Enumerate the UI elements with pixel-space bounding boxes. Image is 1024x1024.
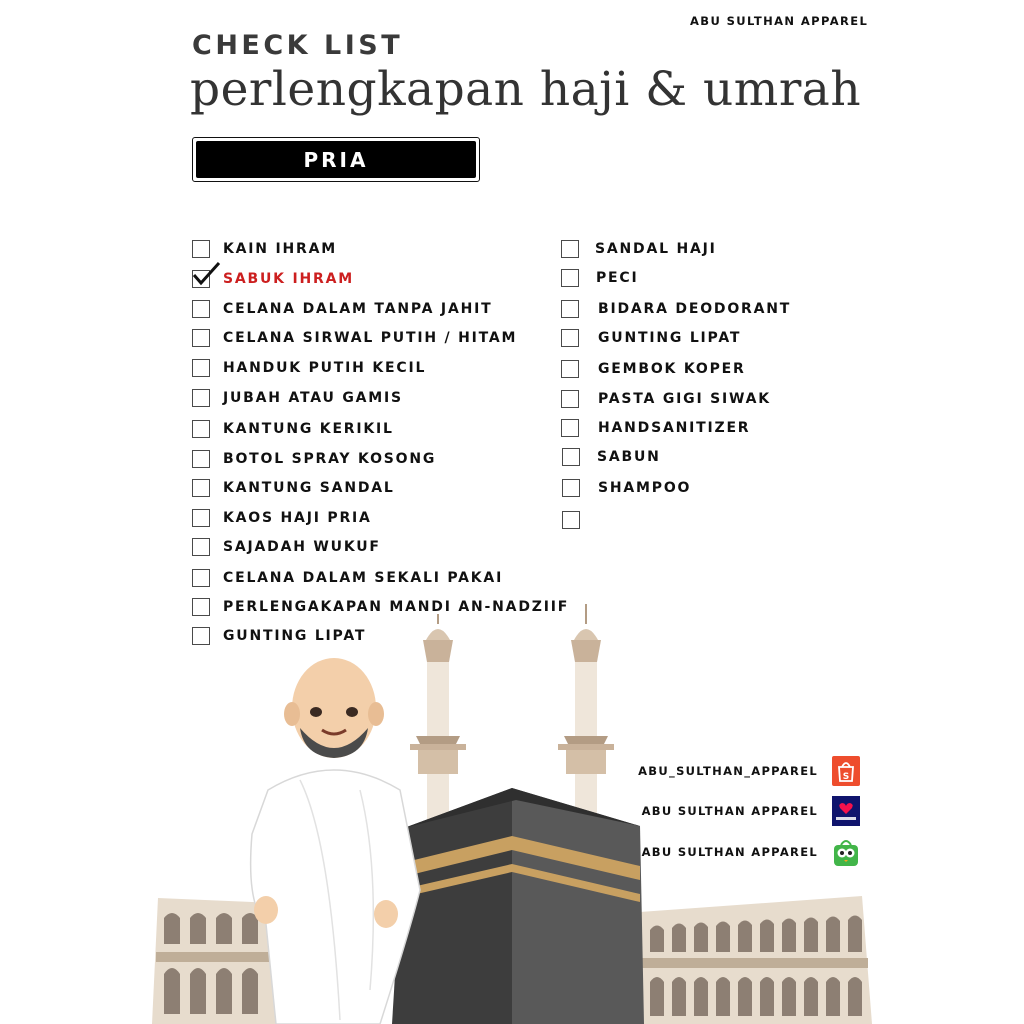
checklist-item-label: SABUN <box>597 449 661 465</box>
checklist-item[interactable] <box>561 328 741 348</box>
checkbox[interactable] <box>561 419 579 437</box>
checklist-item-label: KANTUNG SANDAL <box>223 480 395 496</box>
checklist-item-label: CELANA SIRWAL PUTIH / HITAM <box>223 330 518 346</box>
checkbox[interactable] <box>561 269 579 287</box>
checkbox[interactable] <box>561 240 579 258</box>
checklist-item[interactable] <box>561 389 771 409</box>
checklist-item[interactable] <box>192 419 394 439</box>
checkbox[interactable] <box>192 300 210 318</box>
checkbox[interactable] <box>192 598 210 616</box>
checklist-item-label: KANTUNG KERIKIL <box>223 421 394 437</box>
checklist-item-empty[interactable] <box>562 510 593 530</box>
pilgrim-character <box>251 658 420 1024</box>
store-link-shopee[interactable] <box>638 756 860 786</box>
store-name: ABU_SULTHAN_APPAREL <box>638 764 818 778</box>
checklist-item-label: GEMBOK KOPER <box>598 361 746 377</box>
checklist-item[interactable] <box>192 537 381 557</box>
checkbox[interactable] <box>562 511 580 529</box>
checklist-item-label: SAJADAH WUKUF <box>223 539 381 555</box>
checklist-item-label: SANDAL HAJI <box>595 241 717 257</box>
checklist-item-label: BOTOL SPRAY KOSONG <box>223 451 437 467</box>
checklist-item-label: KAOS HAJI PRIA <box>223 510 372 526</box>
checklist-item[interactable] <box>192 239 337 259</box>
store-link-lazada[interactable] <box>642 796 860 826</box>
checkbox[interactable] <box>192 627 210 645</box>
checkbox[interactable] <box>562 448 580 466</box>
shopee-icon <box>832 756 860 786</box>
checklist-item[interactable] <box>561 299 791 319</box>
kaaba <box>392 788 644 1024</box>
checklist-item[interactable] <box>562 478 691 498</box>
page-subtitle: perlengkapan haji & umrah <box>190 62 862 117</box>
checkbox[interactable] <box>561 300 579 318</box>
checklist-item[interactable] <box>192 388 403 408</box>
store-name: ABU SULTHAN APPAREL <box>641 845 818 859</box>
checklist-item-label: BIDARA DEODORANT <box>598 301 792 317</box>
checklist-item[interactable] <box>192 626 366 646</box>
lazada-icon <box>832 796 860 826</box>
checklist-item[interactable] <box>561 359 746 379</box>
page-title: CHECK LIST <box>192 30 404 61</box>
checkbox[interactable] <box>561 390 579 408</box>
checklist-item[interactable] <box>561 239 717 259</box>
checkbox[interactable] <box>192 450 210 468</box>
checklist-item[interactable] <box>192 328 517 348</box>
store-link-tokopedia[interactable] <box>642 837 860 867</box>
checklist-item-label: HANDUK PUTIH KECIL <box>223 360 427 376</box>
checkbox[interactable] <box>192 359 210 377</box>
checklist-item-label: SABUK IHRAM <box>223 271 354 287</box>
category-badge <box>192 137 480 182</box>
tokopedia-icon <box>832 837 860 867</box>
checklist-item-label: SHAMPOO <box>598 480 692 496</box>
checkbox[interactable] <box>561 329 579 347</box>
checkbox[interactable] <box>561 360 579 378</box>
checklist-item-label: GUNTING LIPAT <box>598 330 742 346</box>
checkmark-icon <box>191 259 221 289</box>
checkbox[interactable] <box>562 479 580 497</box>
brand-header: ABU SULTHAN APPAREL <box>690 14 869 28</box>
checklist-item[interactable] <box>562 447 661 467</box>
checklist-item[interactable] <box>192 269 354 289</box>
checkbox[interactable] <box>192 538 210 556</box>
checklist-item-label: CELANA DALAM SEKALI PAKAI <box>223 570 504 586</box>
category-label: PRIA <box>196 141 476 178</box>
checklist-item[interactable] <box>192 478 395 498</box>
checkbox[interactable] <box>192 420 210 438</box>
checklist-item-label: PASTA GIGI SIWAK <box>598 391 771 407</box>
checklist-item[interactable] <box>192 508 372 528</box>
store-name: ABU SULTHAN APPAREL <box>641 804 818 818</box>
checklist-item-label: PERLENGAKAPAN MANDI AN-NADZIIF <box>223 599 570 615</box>
checklist-item[interactable] <box>192 568 503 588</box>
checkbox[interactable] <box>192 389 210 407</box>
minaret-left <box>410 614 466 840</box>
checkbox[interactable] <box>192 509 210 527</box>
masjid-arcade-right <box>640 896 872 1024</box>
checklist-item[interactable] <box>561 418 750 438</box>
checkbox[interactable] <box>192 569 210 587</box>
checklist-item-label: HANDSANITIZER <box>598 420 751 436</box>
checklist-item-label: KAIN IHRAM <box>223 241 337 257</box>
checklist-item[interactable] <box>192 449 436 469</box>
checklist-item-label: CELANA DALAM TANPA JAHIT <box>223 301 493 317</box>
checkbox[interactable] <box>192 329 210 347</box>
checklist-item-label: GUNTING LIPAT <box>223 628 367 644</box>
checklist-item[interactable] <box>192 358 426 378</box>
checklist-item[interactable] <box>192 299 492 319</box>
checklist-item[interactable] <box>561 268 639 288</box>
checklist-item-label: PECI <box>596 270 639 286</box>
svg-text:S: S <box>842 772 850 782</box>
checklist-item-label: JUBAH ATAU GAMIS <box>223 390 403 406</box>
checkbox[interactable] <box>192 479 210 497</box>
checkbox[interactable] <box>192 240 210 258</box>
checklist-item[interactable] <box>192 597 569 617</box>
checkbox-checked[interactable] <box>192 270 210 288</box>
